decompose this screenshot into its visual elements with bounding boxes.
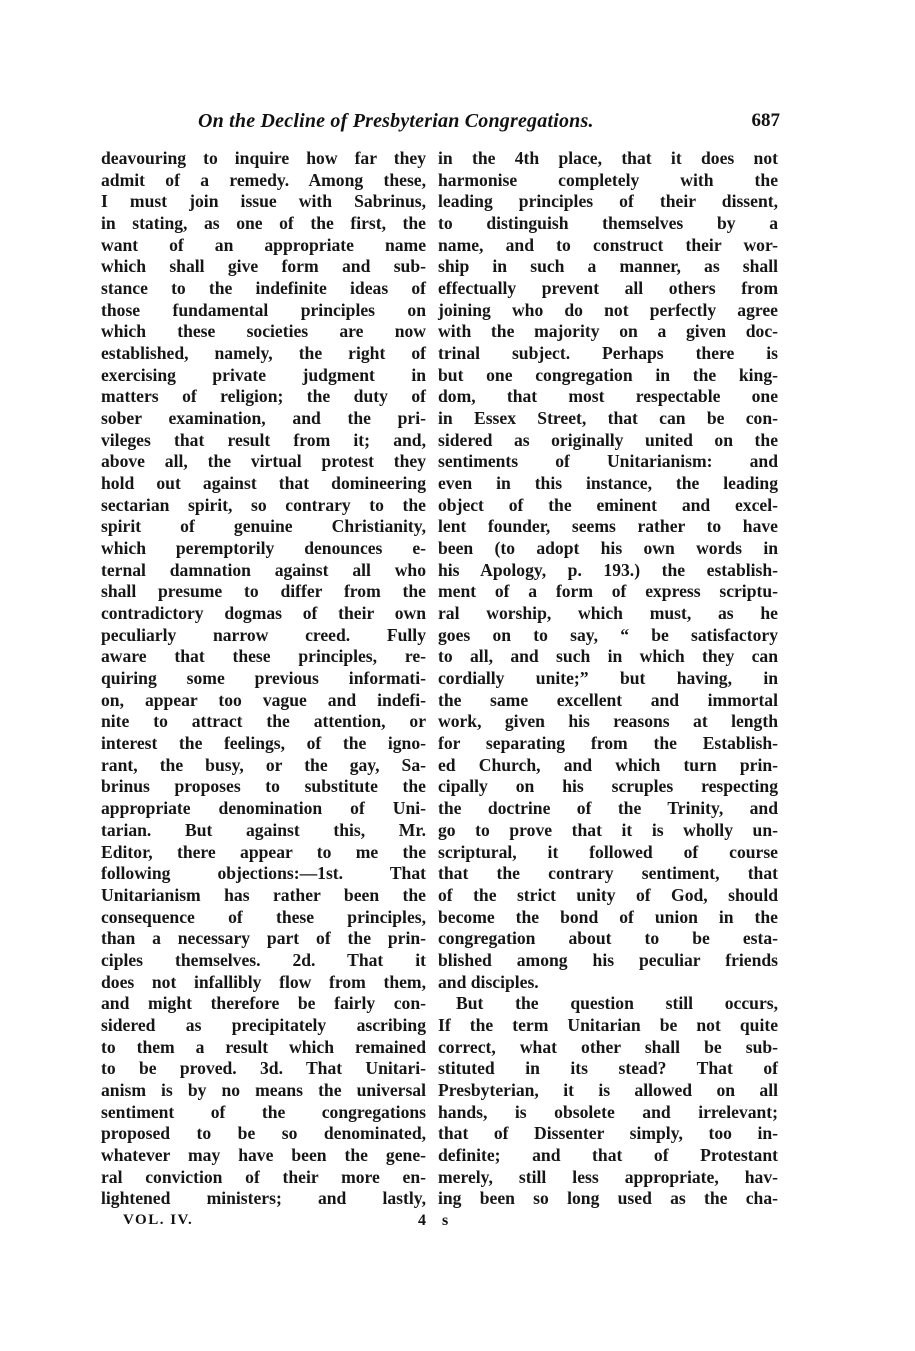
text-line: proposed to be so denominated, <box>101 1123 426 1144</box>
text-line: sidered as precipitately ascribing <box>101 1014 426 1035</box>
text-line: stance to the indefinite ideas of <box>101 278 426 299</box>
text-line: blished among his peculiar friends <box>438 949 778 970</box>
text-line: dom, that most respectable one <box>438 386 778 407</box>
text-line: lent founder, seems rather to have <box>438 516 778 537</box>
text-line: following objections:—1st. That <box>101 863 426 884</box>
text-line: tarian. But against this, Mr. <box>101 819 426 840</box>
text-line: sober examination, and the pri- <box>101 408 426 429</box>
text-line: cordially unite;” but having, in <box>438 668 778 689</box>
text-line: congregation about to be esta- <box>438 928 778 949</box>
text-line: rant, the busy, or the gay, Sa- <box>101 754 426 775</box>
text-line: those fundamental principles on <box>101 299 426 320</box>
text-line: definite; and that of Protestant <box>438 1144 778 1165</box>
text-line: sentiments of Unitarianism: and <box>438 451 778 472</box>
text-line: ral worship, which must, as he <box>438 603 778 624</box>
text-line: the same excellent and immortal <box>438 689 778 710</box>
text-line: want of an appropriate name <box>101 234 426 255</box>
text-line: joining who do not perfectly agree <box>438 299 778 320</box>
text-line: hands, is obsolete and irrelevant; <box>438 1101 778 1122</box>
text-line: object of the eminent and excel- <box>438 494 778 515</box>
text-line: than a necessary part of the prin- <box>101 928 426 949</box>
page-number: 687 <box>751 110 780 131</box>
text-line: his Apology, p. 193.) the establish- <box>438 559 778 580</box>
text-line: become the bond of union in the <box>438 906 778 927</box>
text-line: but one congregation in the king- <box>438 364 778 385</box>
text-line: Unitarianism has rather been the <box>101 884 426 905</box>
text-line: to distinguish themselves by a <box>438 213 778 234</box>
text-line: of the strict unity of God, should <box>438 884 778 905</box>
text-line: which shall give form and sub- <box>101 256 426 277</box>
text-line: admit of a remedy. Among these, <box>101 169 426 190</box>
text-line: anism is by no means the universal <box>101 1079 426 1100</box>
text-line: to be proved. 3d. That Unitari- <box>101 1058 426 1079</box>
text-line: whatever may have been the gene- <box>101 1144 426 1165</box>
text-line: spirit of genuine Christianity, <box>101 516 426 537</box>
text-line: ciples themselves. 2d. That it <box>101 949 426 970</box>
catchword: s <box>442 1212 449 1229</box>
text-line: scriptural, it followed of course <box>438 841 778 862</box>
text-line: stituted in its stead? That of <box>438 1058 778 1079</box>
text-line: interest the feelings, of the igno- <box>101 733 426 754</box>
text-line: lightened ministers; and lastly, <box>101 1188 426 1209</box>
text-line: ral conviction of their more en- <box>101 1166 426 1187</box>
text-line: matters of religion; the duty of <box>101 386 426 407</box>
text-line: in Essex Street, that can be con- <box>438 408 778 429</box>
text-line: deavouring to inquire how far they <box>101 148 426 168</box>
text-line: in stating, as one of the first, the <box>101 213 426 234</box>
text-line: that of Dissenter simply, too in- <box>438 1123 778 1144</box>
text-line: to them a result which remained <box>101 1036 426 1057</box>
right-column <box>438 148 778 1210</box>
text-line: ship in such a manner, as shall <box>438 256 778 277</box>
text-line: harmonise completely with the <box>438 169 778 190</box>
text-line: contradictory dogmas of their own <box>101 603 426 624</box>
text-line: appropriate denomination of Uni- <box>101 798 426 819</box>
text-line: to all, and such in which they can <box>438 646 778 667</box>
text-line: and disciples. <box>438 971 539 992</box>
text-line: correct, what other shall be sub- <box>438 1036 778 1057</box>
text-line: ment of a form of express scriptu- <box>438 581 778 602</box>
text-line: does not infallibly flow from them, <box>101 971 426 992</box>
text-line: But the question still occurs, <box>456 993 778 1014</box>
text-line: goes on to say, “ be satisfactory <box>438 624 778 645</box>
text-line: ed Church, and which turn prin- <box>438 754 778 775</box>
text-line: sentiment of the congregations <box>101 1101 426 1122</box>
text-line: on, appear too vague and indefi- <box>101 689 426 710</box>
text-line: aware that these principles, re- <box>101 646 426 667</box>
text-line: I must join issue with Sabrinus, <box>101 191 426 212</box>
text-line: sectarian spirit, so contrary to the <box>101 494 426 515</box>
text-line: consequence of these principles, <box>101 906 426 927</box>
text-line: which these societies are now <box>101 321 426 342</box>
text-line: which peremptorily denounces e- <box>101 538 426 559</box>
text-line: ing been so long used as the cha- <box>438 1188 778 1209</box>
volume-signature: VOL. IV. <box>123 1212 194 1228</box>
text-line: shall presume to differ from the <box>101 581 426 602</box>
text-line: established, namely, the right of <box>101 343 426 364</box>
text-line: sidered as originally united on the <box>438 429 778 450</box>
text-line: even in this instance, the leading <box>438 473 778 494</box>
text-line: If the term Unitarian be not quite <box>438 1014 778 1035</box>
text-line: trinal subject. Perhaps there is <box>438 343 778 364</box>
text-line: cipally on his scruples respecting <box>438 776 778 797</box>
text-line: exercising private judgment in <box>101 364 426 385</box>
text-line: with the majority on a given doc- <box>438 321 778 342</box>
text-line: ternal damnation against all who <box>101 559 426 580</box>
text-line: above all, the virtual protest they <box>101 451 426 472</box>
signature-number: 4 <box>418 1212 426 1229</box>
text-line: vileges that result from it; and, <box>101 429 426 450</box>
text-line: been (to adopt his own words in <box>438 538 778 559</box>
text-line: in the 4th place, that it does not <box>438 148 778 168</box>
text-line: brinus proposes to substitute the <box>101 776 426 797</box>
text-line: go to prove that it is wholly un- <box>438 819 778 840</box>
text-line: hold out against that domineering <box>101 473 426 494</box>
text-line: and might therefore be fairly con- <box>101 993 426 1014</box>
text-line: that the contrary sentiment, that <box>438 863 778 884</box>
text-line: the doctrine of the Trinity, and <box>438 798 778 819</box>
text-line: for separating from the Establish- <box>438 733 778 754</box>
left-column <box>101 148 426 1210</box>
text-line: Presbyterian, it is allowed on all <box>438 1079 778 1100</box>
running-head <box>100 110 780 140</box>
text-line: quiring some previous informati- <box>101 668 426 689</box>
text-line: name, and to construct their wor- <box>438 234 778 255</box>
signature-line <box>101 1212 426 1232</box>
text-line: effectually prevent all others from <box>438 278 778 299</box>
text-line: nite to attract the attention, or <box>101 711 426 732</box>
text-line: Editor, there appear to me the <box>101 841 426 862</box>
running-title: On the Decline of Presbyterian Congregations. <box>198 110 594 132</box>
text-line: leading principles of their dissent, <box>438 191 778 212</box>
text-line: merely, still less appropriate, hav- <box>438 1166 778 1187</box>
text-line: peculiarly narrow creed. Fully <box>101 624 426 645</box>
text-line: work, given his reasons at length <box>438 711 778 732</box>
